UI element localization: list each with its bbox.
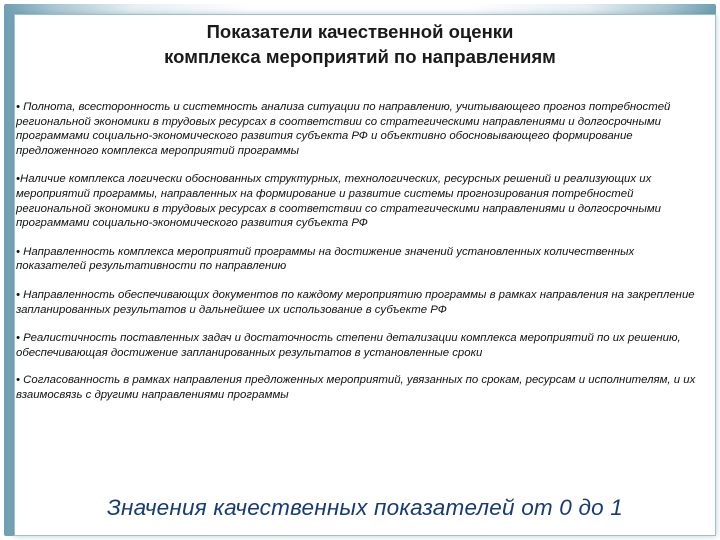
criterion-consistency: • Согласованность в рамках направления предложенных мероприятий, увязанных по срокам, ресурсам и исполнителям, и их взаимосвязь с другими направлениями программы [16, 374, 696, 401]
criterion-completeness: • Полнота, всесторонность и системность анализа ситуации по направлению, учитывающего прогноз потребностей региональной экономики в трудовых ресурсах в соответствии со стратегическими направлениями и долгосрочными программами социально-экономического развития субъекта РФ и объективно обосновывающего формирование предложенного комплекса мероприятий программы [16, 101, 671, 157]
criterion-solutions-complex: •Наличие комплекса логически обоснованных структурных, технологических, ресурсных решений и реализующих их мероприятий программы, направленных на формирование и развитие системы прогнозирования потребностей региональной экономики в трудовых ресурсах в соответствии со стратегическими направлениями и долгосрочными программами социально-экономического развития субъекта РФ [16, 173, 661, 230]
criterion-target-indicators: • Направленность комплекса мероприятий программы на достижение значений установленных количественных показателей результативности по направлению [16, 245, 635, 273]
criteria-list [16, 100, 706, 417]
title-line-2: комплекса мероприятий по направлениям [164, 46, 556, 67]
footer-note: Значения качественных показателей от 0 до 1 [107, 495, 623, 520]
slide-title [0, 19, 720, 69]
criterion-supporting-documents: • Направленность обеспечивающих документов по каждому мероприятию программы в рамках направления на закрепление запланированных результатов и дальнейшее их использование в субъекте РФ [16, 288, 695, 316]
title-line-1: Показатели качественной оценки [206, 21, 514, 42]
criterion-realism: • Реалистичность поставленных задач и достаточность степени детализации комплекса мероприятий по их решению, обеспечивающая достижение запланированных результатов в установленные сроки [16, 332, 681, 359]
